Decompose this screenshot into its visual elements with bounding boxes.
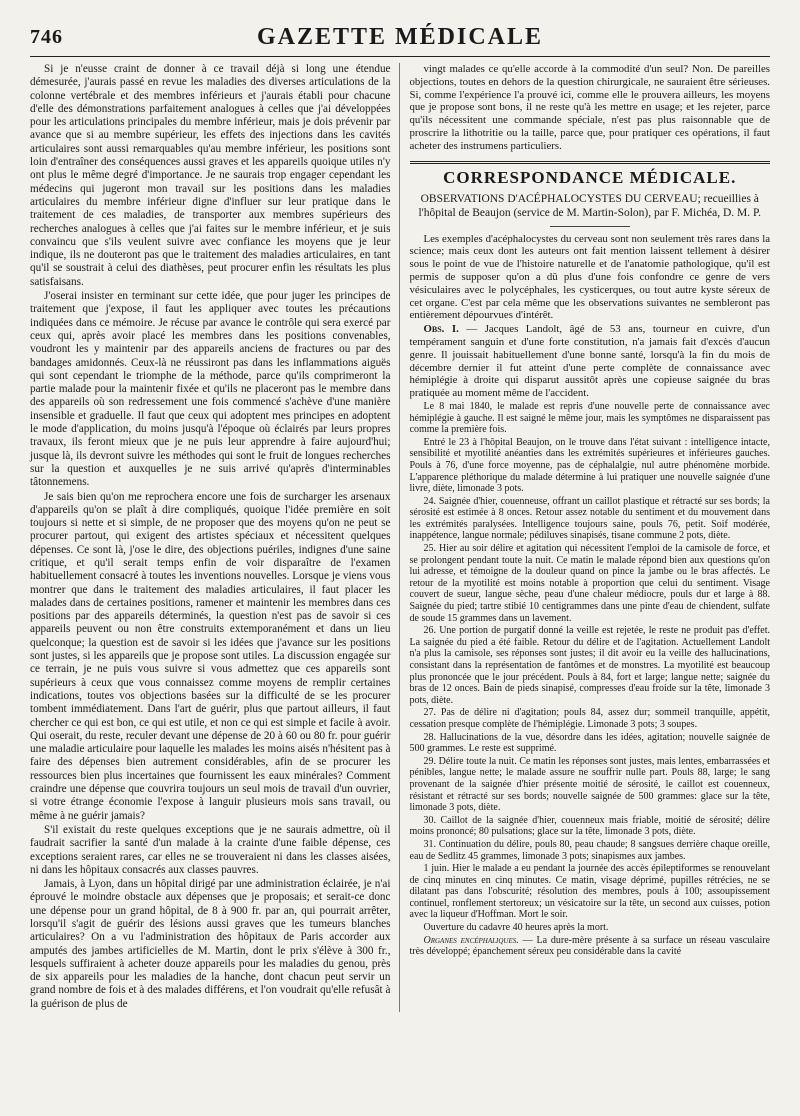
organes-label: Organes encéphaliques. <box>423 934 519 946</box>
section-heading: CORRESPONDANCE MÉDICALE. <box>443 167 737 187</box>
article-title-rest: recueillies à l'hôpital de Beaujon (service de M. Martin-Solon), par F. Michéa, D. M. P. <box>418 192 762 219</box>
title-rule <box>550 226 630 227</box>
ledger-entry: 1 juin. Hier le malade a eu pendant la journée des accès épileptiformes se renouvelant de cinq minutes en cinq minutes. Ce matin, visage déprimé, pupilles rétrécies, ne se dilatant pas dans l'obscurité; résolution des membres, pouls à 100; assoupissement continuel, ronflement stertoreux; un vésicatoire sur la tête, un second aux cuisses, potion avec la liqueur d'Hoffman. Mort le soir. <box>409 863 770 921</box>
left-paragraph: Jamais, à Lyon, dans un hôpital dirigé par une administration éclairée, je n'ai éprouvé le moindre obstacle aux dépenses que je proposais; et serait-ce donc une dépense pour un grand hôpital, de 8 à 900 fr. par an, qui pourrait arrêter, lorsqu'il s'agit de guérir des lésions aussi graves que les tumeurs blanches articulaires? On a vu l'administration des hôpitaux de Paris accorder aux amputés des jambes artificielles de M. Martin, dont le prix s'élève à 300 fr., lesquels suffiraient à acheter douze appareils pour les maladies du genou, près de six appareils pour les maladies de la hanche, dont chacun peut servir un grand nombre de fois et à des malades différens, et l'on voudrait qu'elle refusât à la guérison de plus de <box>30 878 391 1010</box>
ledger-entry: 26. Une portion de purgatif donné la veille est rejetée, le reste ne produit pas d'effet. La saignée du pied a été faible. Retour du délire et de l'agitation. Actuellement Landolt n'a plus la camisole, ses réponses sont justes; il dit avoir eu la veille des hallucinations, consistant dans la représentation de fantômes et de monstres. La myotilité est beaucoup plus prononcée que le jour précédent. Pouls à 84, fort et large; langue nette; saignée du bras de 12 onces. Bain de pieds sinapisé, compresses d'eau froide sur la tête, limonade 3 pots, diète. <box>409 625 770 706</box>
ledger-entry: 31. Continuation du délire, pouls 80, peau chaude; 8 sangsues derrière chaque oreille, eau de Sedlitz 45 grammes, limonade 3 pots; sinapismes aux jambes. <box>409 838 770 862</box>
observation-label: Obs. I. <box>423 323 459 336</box>
ledger-entry: 28. Hallucinations de la vue, désordre dans les idées, agitation; nouvelle saignée de 500 grammes. Le reste est supprimé. <box>409 731 770 755</box>
page-number: 746 <box>30 26 63 48</box>
observation-text: — Jacques Landolt, âgé de 53 ans, tourneur en cuivre, d'un tempérament sanguin et d'une forte constitution, n'a jamais fait d'excès d'aucun genre. Il jouissait habituellement d'une bonne santé, lorsqu'à la fin du mois de décembre dernier il fut atteint d'une perte complète de connaissance avec hémiplégie à droite qui disparut aussitôt après une copieuse saignée du bras pratiquée au moment même de l'accident. <box>409 323 771 400</box>
left-paragraph: Si je n'eusse craint de donner à ce travail déjà si long une étendue démesurée, j'aurais passé en revue les maladies des diverses articulations de la colonne vertébrale et des membres inférieurs et j'aurais établi pour chacune d'elle des démonstrations parfaitement analogues à celles que j'ai développées pour les articulations principales du membre inférieur, mais je dois prévenir par avance que si au membre supérieur, les effets des injections dans les cavités articulaires sont aussi remarquables qu'au membre inférieur, les positions sont loin d'entraîner des conséquences aussi graves et les appareils quoique utiles n'y ont plus le même degré d'importance. Je ne saurais trop engager cependant les médecins qui jugeront mon travail sur les positions dans les maladies articulaires du membre inférieur digne d'influer sur leur pratique dans le traitement de ces maladies, de transporter aux membres supérieurs des recherches analogues à celles que j'ai faites sur le membre inférieur, et je suis convaincu que s'ils veulent suivre avec confiance les moyens que je leur indique, ils ne douteront pas que le traitement des maladies articulaires, en tant qu'il se soustrait à celui des diathèses, peut procurer enfin les résultats les plus satisfaisans. <box>30 63 391 288</box>
article-title <box>410 192 771 220</box>
ledger-entry: 27. Pas de délire ni d'agitation; pouls 84, assez dur; sommeil tranquille, appétit, cessation presque complète de l'hémiplégie. Limonade 3 pots; 3 soupes. <box>409 707 770 730</box>
organes-paragraph <box>410 935 771 958</box>
journal-title: GAZETTE MÉDICALE <box>256 24 544 50</box>
article-title-prefix: OBSERVATIONS D'ACÉPHALOCYSTES DU CERVEAU; <box>420 192 701 205</box>
case-ledger <box>410 401 771 958</box>
observation-paragraph <box>410 323 771 400</box>
left-paragraph: J'oserai insister en terminant sur cette idée, que pour juger les principes de traitement que j'expose, il faut les appliquer avec toutes les précautions indiquées dans ce mémoire. Je récuse par avance le contrôle qui sera exercé par ceux qui, après avoir placé les membres dans les positions convenables, voudront les y maintenir par des appareils anciens de fractures ou par des bandages amidonnés. Ceux-là ne réussiront pas dans les inflammations aiguës qui sont cependant le triomphe de la méthode, parce qu'ils comprimeront la partie malade pour la maintenir fixée et qu'ils ne placeront pas le membre dans des appareils où son redressement une fois commencé s'achève d'une manière insensible et graduelle. Il faut que ceux qui adoptent mes principes en adoptent le mode d'application, du moins jusqu'à l'époque où éclairés par leurs propres travaux, ils feront mieux que je ne puis leur apprendre à faire aujourd'hui; jusque là, ils devront suivre les méthodes qui sont le fruit de longues recherches sur la question et auxquelles je ne suis arrivé qu'après d'interminables tâtonnemens. <box>30 290 391 489</box>
ledger-entry: 25. Hier au soir délire et agitation qui nécessitent l'emploi de la camisole de force, et se prolongent pendant toute la nuit. Ce matin le malade répond bien aux questions qu'on lui adresse, et témoigne de la douleur quand on pince la jambe ou le bras affectés. Le retour de la myotilité est moins notable à proportion que celui du sentiment. Visage couvert de sueur, langue sèche, peau d'une chaleur médiocre, pouls dur et large à 88. Saignée du pied; tartre stibié 10 centigrammes dans une pinte d'eau de chiendent, sulfate de soude 15 grammes dans un lavement. <box>409 543 770 624</box>
right-column <box>410 63 771 1012</box>
intro-paragraph: Les exemples d'acéphalocystes du cerveau sont non seulement très rares dans la science; mais ceux dont les auteurs ont fait mention laissent tellement à désirer sous le point de vue de l'histoire naturelle et de l'anatomie pathologique, qu'il est permis de supposer qu'on a dû plus d'une fois confondre ce genre de vers vésiculaires avec le polycéphales, les cysticerques, ou tout autre kyste séreux de cet organe. C'est par cela même que les observations suivantes ne sembleront pas entièrement dépourvues d'intérêt. <box>409 232 770 322</box>
ledger-entry: 29. Délire toute la nuit. Ce matin les réponses sont justes, mais lentes, embarrassées et pénibles, langue nette; le malade assure ne souffrir nulle part. Pouls 88, large; le sang provenant de la saignée d'hier présente moitié de sérosité, le caillot est couenneux, résistant et rétracté sur ses bords; nouvelle saignée de 500 grammes: glace sur la tête, limonade 3 pots, diète. <box>409 755 770 814</box>
ledger-entry: Entré le 23 à l'hôpital Beaujon, on le trouve dans l'état suivant : intelligence intacte, sensibilité et myotilité anéanties dans les extrémités supérieures et inférieures gauches. Pouls à 76, d'une force moyenne, pas de céphalalgie, nul autre phénomène morbide. L'apparence pléthorique du malade détermine à lui pratiquer une nouvelle saignée d'une livre, diète, limonade 3 pots. <box>409 436 770 495</box>
ledger-entry: 24. Saignée d'hier, couenneuse, offrant un caillot plastique et rétracté sur ses bords; la sérosité est estimée à 8 onces. Retour assez notable du sentiment et du mouvement dans les extrémités paralysées. Intelligence toujours saine, pouls 76, petit. Soif modérée, inappétence, langue normale; pédiluves sinapisés, tisane commune 2 pots, diète. <box>409 495 770 542</box>
page-header <box>30 22 770 57</box>
ledger-entry: Ouverture du cadavre 40 heures après la mort. <box>423 922 609 934</box>
organes-text: — La dure-mère présente à sa surface un réseau vasculaire très développé; épanchement séreux peu considérable dans la cavité <box>409 934 770 958</box>
left-column <box>30 63 400 1012</box>
section-divider <box>410 161 771 164</box>
left-paragraph: S'il existait du reste quelques exceptions que je ne saurais admettre, où il faudrait sacrifier la santé d'un malade à la crainte d'une faible dépense, ces exceptions seraient rares, car elles ne se trouveraient ni dans les classes aisées, ni dans les hôpitaux consacrés aux classes pauvres. <box>30 823 391 876</box>
ledger-entry: 30. Caillot de la saignée d'hier, couenneux mais friable, moitié de sérosité; délire moins prononcé; 80 pulsations; glace sur la tête, limonade 3 pots, diète. <box>409 814 770 838</box>
body-columns <box>30 63 770 1012</box>
ledger-entry: Le 8 mai 1840, le malade est repris d'une nouvelle perte de connaissance avec hémiplégie à gauche. Il est saigné le même jour, mais les symptômes ne disparaissent pas comme la première fois. <box>409 400 770 436</box>
left-paragraph: Je sais bien qu'on me reprochera encore une fois de surcharger les arsenaux d'appareils qu'on se plaît à dire compliqués, quoique l'idée première en soit toujours si nette et si simple, de ne proposer que des moyens qu'on ne peut se procurer partout, qui exigent des artistes spéciaux et nécessitent quelques dépenses. Ce sont là, j'ose le dire, des objections puériles, indignes d'une saine critique, et qu'il serait temps enfin de voir disparaître de l'examen habituellement consacré à toutes les inventions nouvelles. Lorsque je viens vous montrer que dans le traitement des maladies articulaires, il faut placer les malades dans de certaines positions, ramener et maintenir les membres dans ces positions par des appareils déterminés, la question n'est pas de savoir si ces appareils peuvent ou non être construits extemporanément et dans un lieu quelconque; la question est de savoir si les idées que j'avance sur les positions sont justes, si les appareils que je propose sont utiles. La discussion engagée sur ce terrain, je ne puis vous suivre si vous admettez que ces appareils sont supérieurs à ceux que vous connaissez comme moyens de remplir certaines indications, toutes vos objections basées sur la difficulté de se les procurer tombent immédiatement. Dans l'art de guérir, plus que partout ailleurs, il faut chercher ce qui est bon, ce qui est utile, et non ce qui est simple et facile à avoir. Qui oserait, du reste, reculer devant une dépense de 20 à 60 ou 80 fr. pour guérir une maladie articulaire pour laquelle les malades les moins aisés n'hésitent pas à faire des dépenses bien autrement considérables, afin de se procurer les ressources bien plus incertaines que fournissent les eaux minérales? Comment craindre une dépense que couvrira toujours un seul mois de travail d'un ouvrier, si votre étrange économie l'expose à languir plusieurs mois sans travail, ou même à ne guérir jamais? <box>30 490 391 822</box>
continuation-paragraph: vingt malades ce qu'elle accorde à la commodité d'un seul? Non. De pareilles objections, toutes en dehors de la question chirurgicale, ne sauraient être sérieuses. Si, comme l'expérience l'a prouvé ici, comme elle le prouvera ailleurs, les moyens que je propose sont bons, il ne reste qu'à les mettre en usage; et les rejeter, parce qu'ils nécessitent une commande spéciale, n'est pas plus raisonnable que de proscrire la lithotritie ou la taille, parce que, pour pratiquer ces opérations, il faut acheter des instrumens particuliers. <box>409 63 770 152</box>
